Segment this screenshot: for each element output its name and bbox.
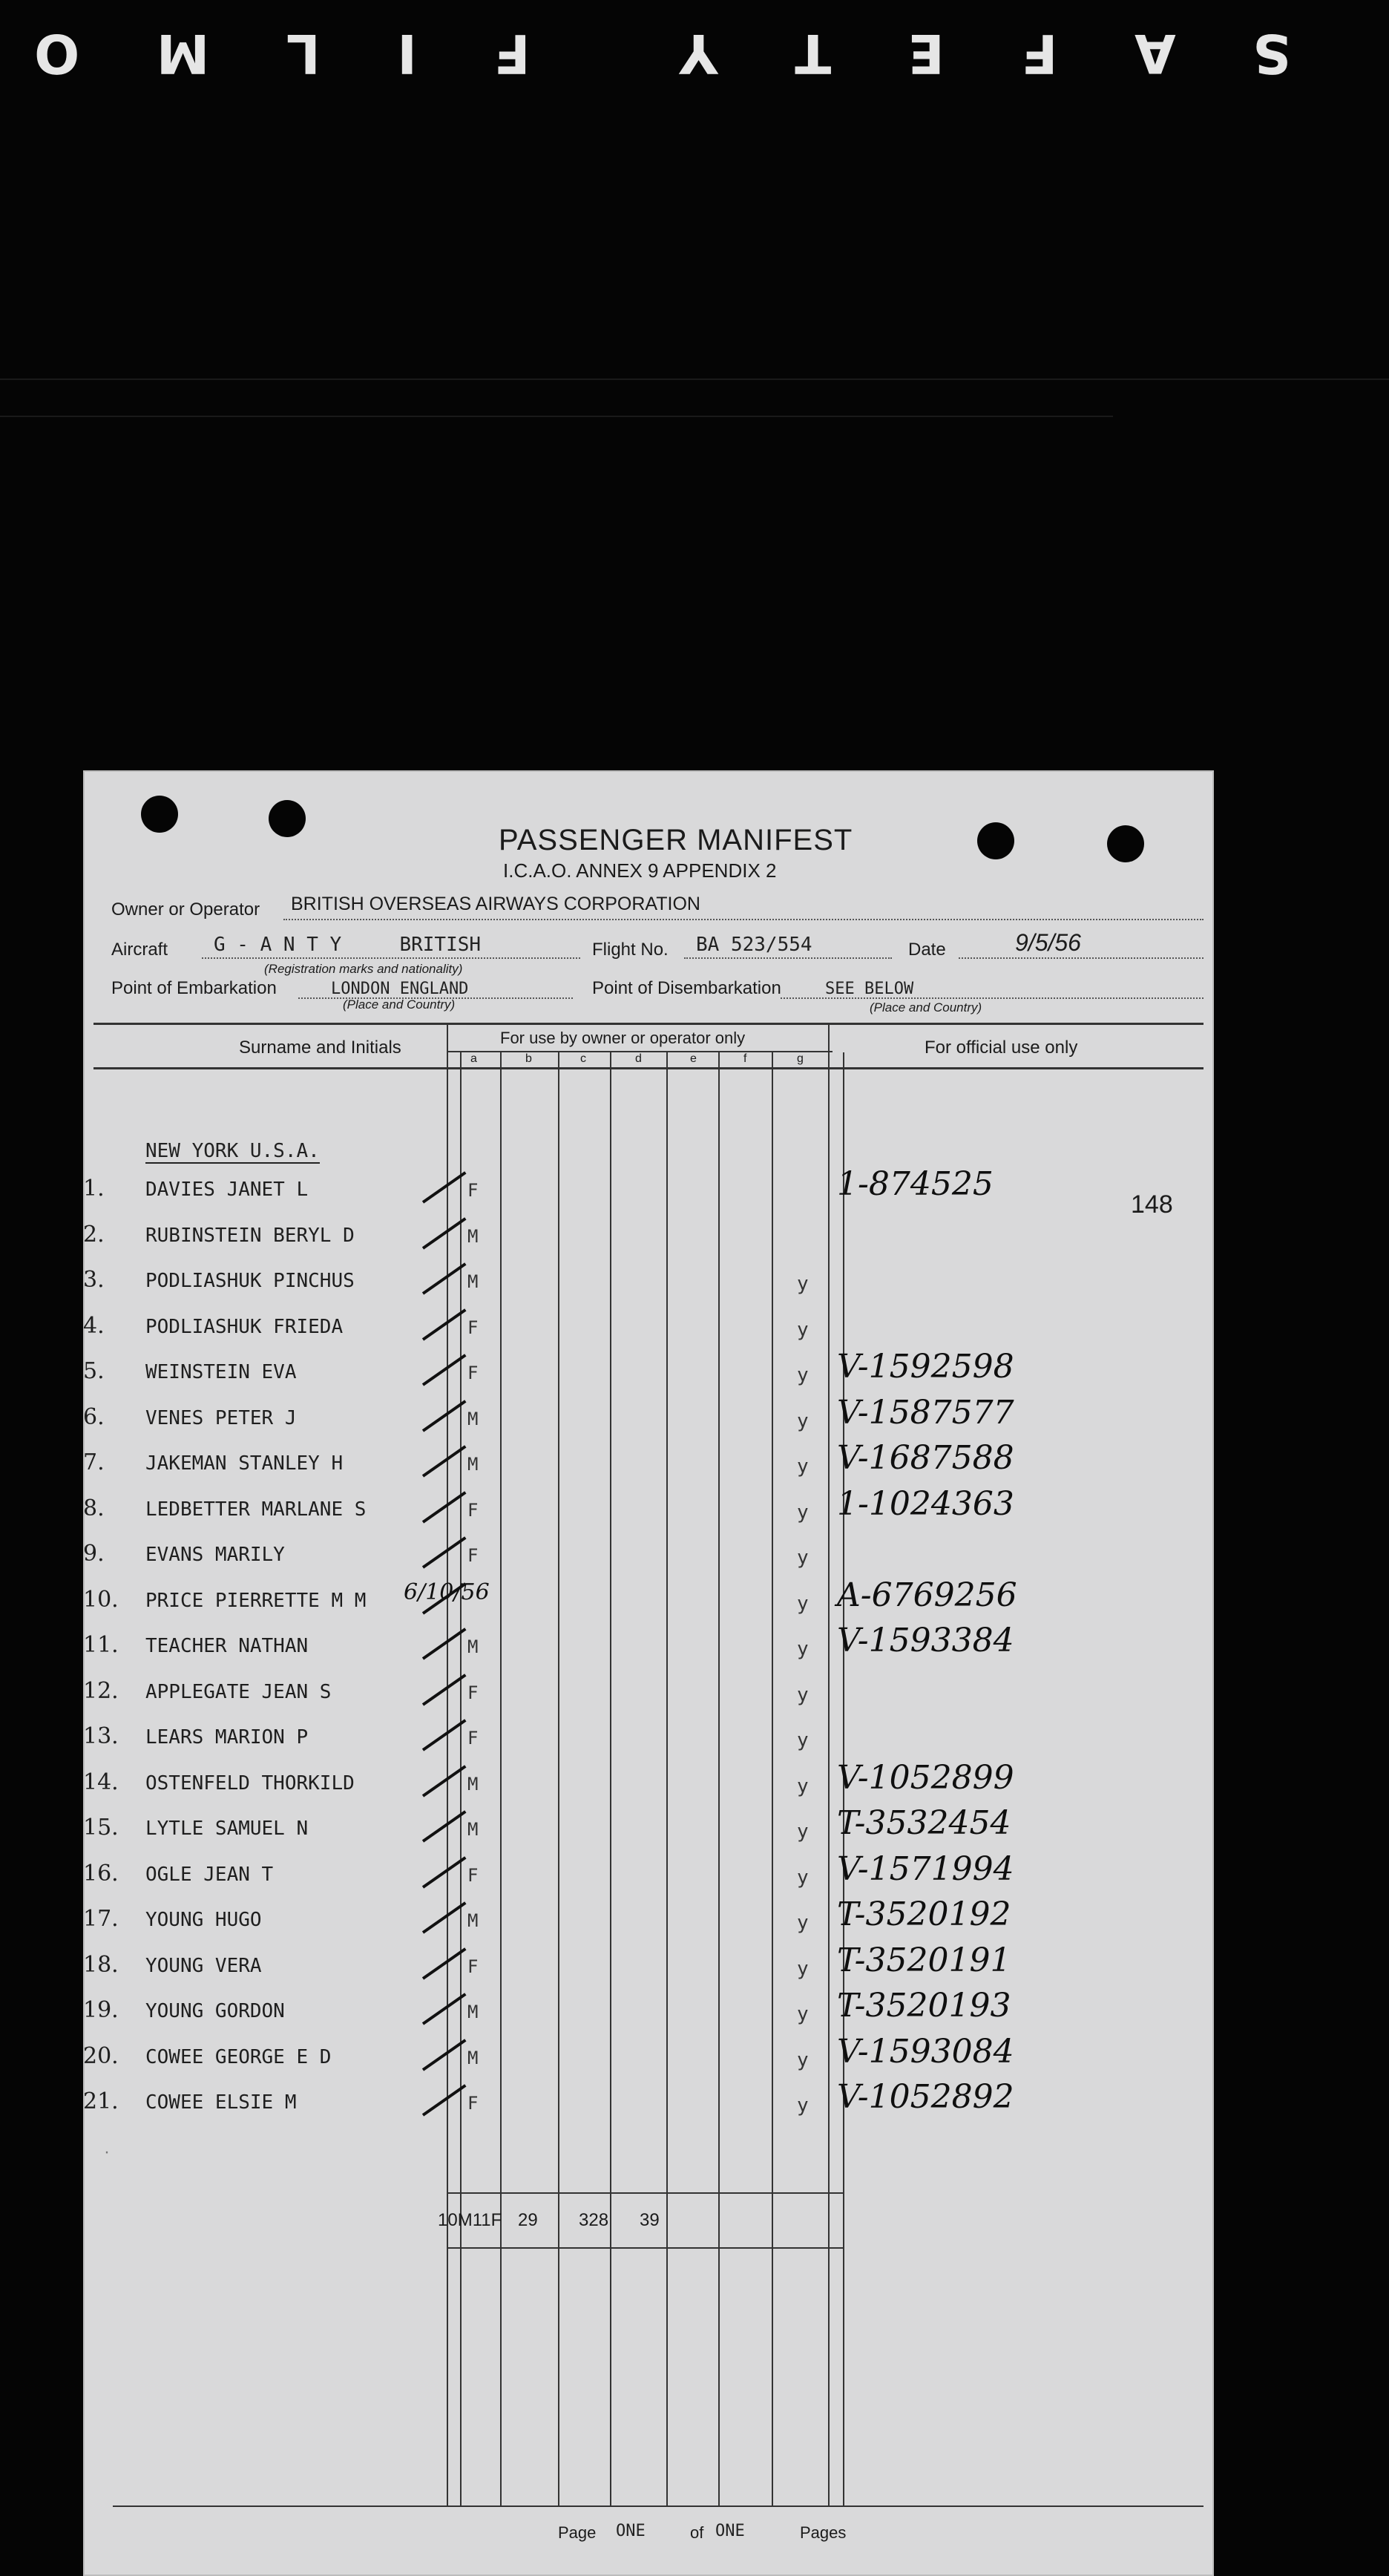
subcol-a: a [470, 1052, 477, 1065]
passenger-number-label: 6. [83, 1404, 105, 1430]
passenger-document-number: T-3520192 [837, 1895, 1011, 1933]
column-divider [610, 1052, 611, 2507]
passenger-document-number: V-1593084 [837, 2033, 1014, 2071]
passenger-sex: M [467, 1774, 479, 1795]
film-letter: E [903, 22, 945, 85]
column-divider [828, 1023, 830, 2507]
date-line [959, 957, 1204, 959]
disembark-note: (Place and Country) [870, 1000, 982, 1015]
passenger-sex: M [467, 1819, 479, 1840]
passenger-document-number: 1-1024363 [837, 1485, 1014, 1523]
disembark-label: Point of Disembarkation [592, 978, 781, 998]
passenger-name: RUBINSTEIN BERYL D [145, 1225, 355, 1247]
flight-line [684, 957, 892, 959]
passenger-name: TEACHER NATHAN [145, 1635, 309, 1657]
passenger-sex: F [467, 1317, 479, 1338]
passenger-name: LEARS MARION P [145, 1726, 309, 1749]
column-divider [718, 1052, 720, 2507]
passenger-name: LEDBETTER MARLANE S [145, 1498, 367, 1521]
flight-label: Flight No. [592, 940, 669, 960]
total-col-d: 39 [640, 2210, 660, 2230]
passenger-number-label: 14. [83, 1769, 119, 1795]
passenger-col-g: y [797, 1638, 809, 1660]
footer-page-label: Page [558, 2523, 597, 2542]
passenger-document-number: A-6769256 [837, 1576, 1017, 1614]
total-col-c: 328 [579, 2210, 609, 2230]
owner-value: BRITISH OVERSEAS AIRWAYS CORPORATION [291, 894, 700, 914]
passenger-document-number: V-1687588 [837, 1439, 1014, 1477]
punch-hole [977, 822, 1014, 859]
passenger-sex: M [467, 1910, 479, 1931]
footer-page-value: ONE [616, 2522, 646, 2540]
passenger-sex: M [467, 1226, 479, 1247]
film-letter: L [281, 22, 321, 85]
passenger-name: JAKEMAN STANLEY H [145, 1452, 344, 1475]
passenger-name: YOUNG HUGO [145, 1909, 262, 1931]
passenger-document-number: T-3520191 [837, 1941, 1011, 1979]
passenger-document-number: T-3520193 [837, 1987, 1011, 2025]
passenger-col-g: y [797, 2003, 809, 2025]
column-divider [772, 1052, 773, 2507]
subcol-c: c [580, 1052, 586, 1065]
column-divider [460, 1052, 462, 2507]
passenger-number-label: 2. [83, 1222, 105, 1248]
passenger-number-label: 8. [83, 1495, 105, 1521]
punch-hole [141, 796, 178, 833]
passenger-sex: F [467, 1545, 479, 1566]
passenger-document-number: V-1593384 [837, 1622, 1014, 1659]
form-title: PASSENGER MANIFEST [499, 824, 853, 856]
column-divider [447, 1023, 448, 2507]
passenger-document-number: V-1571994 [837, 1850, 1014, 1888]
passenger-col-g: y [797, 2094, 809, 2117]
passenger-document-number: V-1587577 [837, 1394, 1014, 1432]
passenger-number-label: 20. [83, 2043, 119, 2069]
disembark-line [781, 997, 1204, 999]
footer-of-label: of [690, 2523, 704, 2542]
passenger-number-label: 19. [83, 1997, 119, 2023]
film-letter: O [30, 22, 80, 85]
passenger-sex: F [467, 1500, 479, 1521]
passenger-name: DAVIES JANET L [145, 1179, 309, 1201]
passenger-number-label: 5. [83, 1358, 105, 1384]
column-operator-header: For use by owner or operator only [500, 1029, 746, 1047]
passenger-sex: M [467, 1271, 479, 1292]
film-scratch [0, 416, 1113, 417]
passenger-number-label: 4. [83, 1313, 105, 1339]
totals-rule-top [447, 2192, 843, 2194]
form-subtitle: I.C.A.O. ANNEX 9 APPENDIX 2 [503, 859, 777, 882]
passenger-sex: F [467, 1728, 479, 1749]
date-value: 9/5/56 [1015, 929, 1081, 956]
passenger-sex: M [467, 1409, 479, 1429]
punch-hole [1107, 825, 1144, 862]
film-letter: Y [674, 22, 718, 85]
embark-note: (Place and Country) [343, 997, 456, 1012]
row-22-marker: · [104, 2142, 110, 2162]
passenger-name: APPLEGATE JEAN S [145, 1681, 332, 1703]
film-strip-lettering [30, 22, 1291, 85]
film-letter: S [1248, 22, 1291, 85]
aircraft-value: G - A N T Y BRITISH [214, 934, 482, 956]
passenger-col-g: y [797, 1547, 809, 1569]
passenger-document-number: V-1052892 [837, 2078, 1014, 2116]
passenger-sex: M [467, 2048, 479, 2068]
passenger-name: PODLIASHUK FRIEDA [145, 1316, 344, 1338]
date-label: Date [908, 940, 946, 960]
passenger-col-g: y [797, 1273, 809, 1295]
passenger-name: YOUNG GORDON [145, 2000, 285, 2022]
passenger-col-g: y [797, 1775, 809, 1797]
punch-hole [269, 800, 306, 837]
passenger-sex: M [467, 1454, 479, 1475]
column-surname-header: Surname and Initials [239, 1038, 401, 1058]
film-letter: A [1129, 22, 1176, 85]
passenger-sex: F [467, 1682, 479, 1703]
passenger-number-label: 10. [83, 1587, 119, 1613]
passenger-name: LYTLE SAMUEL N [145, 1818, 309, 1840]
passenger-document-number: T-3532454 [837, 1804, 1011, 1842]
header-rule-top [93, 1023, 1204, 1025]
passenger-number-label: 13. [83, 1723, 119, 1749]
total-col-b: 29 [518, 2210, 538, 2230]
film-letter: F [1017, 22, 1058, 85]
subcol-d: d [635, 1052, 642, 1065]
passenger-document-number: V-1052899 [837, 1759, 1014, 1797]
footer-pages-label: Pages [800, 2523, 847, 2542]
film-letter: T [790, 22, 832, 85]
total-sex-count: 10M11F [438, 2210, 502, 2230]
column-divider [558, 1052, 559, 2507]
passenger-name: VENES PETER J [145, 1407, 297, 1429]
subcol-g: g [797, 1052, 804, 1065]
footer-rule [113, 2505, 1204, 2507]
film-letter: I [393, 22, 417, 85]
passenger-sex: M [467, 1636, 479, 1657]
destination-heading: NEW YORK U.S.A. [145, 1140, 320, 1162]
passenger-col-g: y [797, 1410, 809, 1432]
side-number: 148 [1131, 1190, 1173, 1219]
passenger-col-g: y [797, 1958, 809, 1980]
owner-line [283, 919, 1204, 920]
passenger-document-number: V-1592598 [837, 1348, 1014, 1386]
flight-value: BA 523/554 [696, 934, 812, 956]
passenger-name: COWEE GEORGE E D [145, 2046, 332, 2068]
passenger-col-g: y [797, 1684, 809, 1706]
passenger-name: WEINSTEIN EVA [145, 1361, 297, 1383]
passenger-col-g: y [797, 1867, 809, 1889]
passenger-col-g: y [797, 1593, 809, 1615]
passenger-number-label: 12. [83, 1678, 119, 1704]
disembark-value: SEE BELOW [825, 980, 914, 998]
passenger-number-label: 1. [83, 1176, 105, 1202]
embark-value: LONDON ENGLAND [331, 980, 469, 998]
subcol-e: e [690, 1052, 697, 1065]
footer-of-value: ONE [715, 2522, 745, 2540]
passenger-col-g: y [797, 1455, 809, 1478]
subcol-b: b [525, 1052, 532, 1065]
passenger-number-label: 7. [83, 1449, 105, 1475]
passenger-sex: F [467, 1865, 479, 1886]
passenger-name: PRICE PIERRETTE M M [145, 1590, 367, 1612]
passenger-col-g: y [797, 1912, 809, 1934]
passenger-number-label: 3. [83, 1267, 105, 1293]
passenger-number-label: 9. [83, 1541, 105, 1567]
passenger-col-g: y [797, 1820, 809, 1843]
manifest-page [83, 770, 1214, 2576]
passenger-name: OSTENFELD THORKILD [145, 1772, 355, 1795]
film-letter: F [489, 22, 531, 85]
film-letter: M [151, 22, 210, 85]
subcol-f: f [743, 1052, 747, 1065]
passenger-number-label: 18. [83, 1952, 119, 1978]
aircraft-note: (Registration marks and nationality) [264, 962, 463, 976]
column-divider [500, 1052, 502, 2507]
film-scratch [0, 378, 1389, 380]
column-official-header: For official use only [925, 1038, 1078, 1058]
passenger-col-g: y [797, 2049, 809, 2071]
passenger-sex: F [467, 1956, 479, 1977]
passenger-name: EVANS MARILY [145, 1544, 285, 1566]
passenger-name: COWEE ELSIE M [145, 2091, 297, 2114]
passenger-sex: F [467, 1180, 479, 1201]
passenger-number-label: 16. [83, 1861, 119, 1887]
handwritten-date-stamp: 6/10/56 [404, 1579, 490, 1605]
column-divider [666, 1052, 668, 2507]
passenger-sex: M [467, 2002, 479, 2022]
passenger-col-g: y [797, 1319, 809, 1341]
passenger-name: OGLE JEAN T [145, 1864, 274, 1886]
aircraft-line [202, 957, 580, 959]
embark-label: Point of Embarkation [111, 978, 277, 998]
passenger-number-label: 21. [83, 2088, 119, 2114]
passenger-document-number: 1-874525 [837, 1165, 994, 1203]
passenger-number-label: 15. [83, 1815, 119, 1841]
passenger-name: YOUNG VERA [145, 1955, 262, 1977]
passenger-sex: F [467, 2093, 479, 2114]
header-rule-bottom [93, 1067, 1204, 1069]
owner-label: Owner or Operator [111, 899, 260, 920]
passenger-name: PODLIASHUK PINCHUS [145, 1270, 355, 1292]
aircraft-label: Aircraft [111, 940, 168, 960]
totals-rule-bottom [447, 2247, 843, 2249]
passenger-sex: F [467, 1363, 479, 1383]
passenger-col-g: y [797, 1364, 809, 1386]
passenger-number-label: 17. [83, 1906, 119, 1932]
passenger-col-g: y [797, 1501, 809, 1524]
passenger-col-g: y [797, 1729, 809, 1751]
passenger-number-label: 11. [83, 1632, 119, 1658]
